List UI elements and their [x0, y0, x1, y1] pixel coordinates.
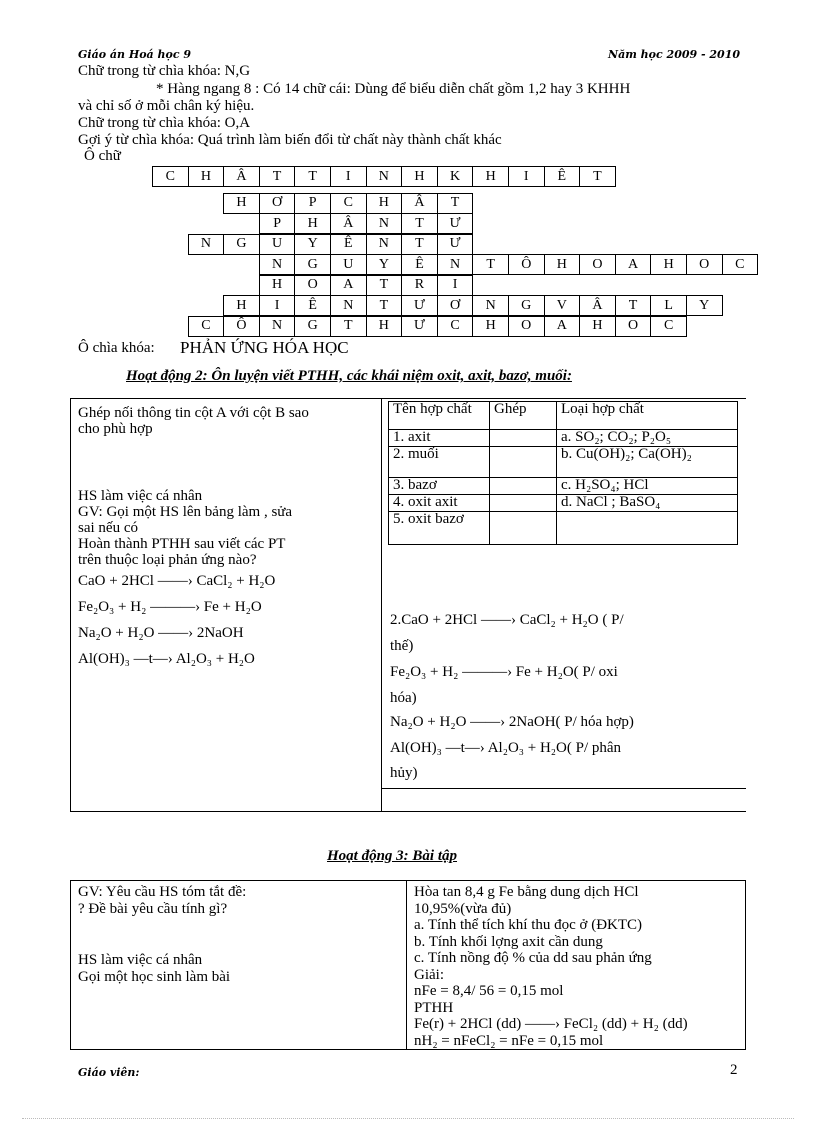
crossword-cell: Ê: [330, 234, 366, 254]
a2-left-6: Hoàn thành PTHH sau viết các PT: [78, 536, 286, 552]
match-header-type: Loại hợp chất: [557, 402, 738, 430]
match-row: [389, 512, 738, 545]
a2-eq-2: Fe₂O₃ + H₂ ———› Fe + H₂O: [78, 599, 262, 615]
crossword-cell: N: [330, 296, 366, 316]
match-cell: d. NaCl ; BaSO₄: [557, 495, 738, 512]
crossword-cell: K: [437, 167, 473, 187]
intro-line-6: Ô chữ: [84, 148, 121, 164]
crossword-row: [188, 316, 687, 337]
crossword-row: [152, 166, 616, 187]
crossword-cell: H: [259, 275, 295, 295]
activity2-title: Hoạt động 2: Ôn luyện viết PTHH, các khái niệm oxit, axit, bazơ, muối:: [126, 368, 572, 384]
crossword-row: [223, 193, 473, 214]
crossword-cell: T: [402, 214, 438, 234]
crossword-cell: T: [259, 167, 295, 187]
crossword-cell: I: [259, 296, 295, 316]
key-label: Ô chìa khóa:: [78, 340, 155, 356]
crossword-cell: H: [544, 255, 580, 275]
a2-answer-4: hóa): [390, 690, 417, 706]
crossword-cell: N: [259, 255, 295, 275]
match-cell: [490, 430, 557, 447]
a2-left-3: HS làm việc cá nhân: [78, 488, 203, 504]
crossword-cell: Y: [686, 296, 722, 316]
crossword-cell: Y: [366, 255, 402, 275]
crossword-cell: T: [330, 316, 366, 336]
crossword-cell: Ơ: [437, 296, 473, 316]
intro-line-3: và chỉ số ở mỗi chân ký hiệu.: [78, 98, 255, 114]
crossword-cell: Ê: [402, 255, 438, 275]
a2-left-1: Ghép nối thông tin cột A với cột B sao: [78, 405, 309, 421]
crossword-cell: G: [295, 316, 331, 336]
crossword-cell: H: [366, 193, 402, 213]
crossword-cell: T: [580, 167, 616, 187]
crossword-cell: H: [580, 316, 616, 336]
crossword-cell: O: [686, 255, 722, 275]
match-row: [389, 478, 738, 495]
crossword-cell: A: [544, 316, 580, 336]
crossword-cell: I: [508, 167, 544, 187]
crossword-cell: H: [224, 296, 260, 316]
crossword-cell: A: [615, 255, 651, 275]
match-cell: a. SO₂; CO₂; P₂O₅: [557, 430, 738, 447]
crossword-cell: Ư: [437, 214, 473, 234]
a3-right-line: nH₂ = nFeCl₂ = nFe = 0,15 mol: [414, 1032, 604, 1049]
a3-right-line: Hòa tan 8,4 g Fe bằng dung dịch HCl: [414, 884, 639, 900]
crossword-cell: N: [366, 214, 402, 234]
a3-left-3: HS làm việc cá nhân: [78, 952, 203, 968]
crossword-cell: Ơ: [259, 193, 295, 213]
crossword-cell: C: [651, 316, 687, 336]
crossword-cell: Â: [330, 214, 366, 234]
crossword-cell: H: [295, 214, 331, 234]
crossword-cell: N: [259, 316, 295, 336]
a2-left-4: GV: Gọi một HS lên bảng làm , sửa: [78, 504, 293, 520]
crossword-cell: O: [508, 316, 544, 336]
crossword-cell: U: [259, 234, 295, 254]
crossword-cell: V: [544, 296, 580, 316]
a3-right-line: nFe = 8,4/ 56 = 0,15 mol: [414, 983, 564, 999]
crossword-cell: I: [437, 275, 473, 295]
crossword-cell: P: [295, 193, 331, 213]
match-header-name: Tên hợp chất: [389, 402, 490, 430]
a2-answer-5: Na₂O + H₂O ——› 2NaOH( P/ hóa hợp): [390, 714, 634, 730]
match-cell: [490, 447, 557, 478]
crossword-cell: Ô: [224, 316, 260, 336]
crossword-cell: Y: [295, 234, 331, 254]
crossword-cell: Ư: [437, 234, 473, 254]
a3-right-line: c. Tính nồng độ % của dd sau phản ứng: [414, 950, 652, 966]
crossword-cell: H: [402, 167, 438, 187]
intro-line-4: Chữ trong từ chìa khóa: O,A: [78, 115, 251, 131]
crossword-cell: H: [188, 167, 224, 187]
crossword-cell: Â: [580, 296, 616, 316]
key-answer: PHẢN ỨNG HÓA HỌC: [180, 338, 349, 357]
crossword-cell: Ô: [508, 255, 544, 275]
a2-answer-6: Al(OH)₃ —t—› Al₂O₃ + H₂O( P/ phân: [390, 740, 622, 756]
crossword-cell: C: [437, 316, 473, 336]
crossword-cell: T: [402, 234, 438, 254]
a2-eq-3: Na₂O + H₂O ——› 2NaOH: [78, 625, 244, 641]
page-number: 2: [730, 1062, 738, 1078]
activity3-title: Hoạt động 3: Bài tập: [327, 848, 458, 864]
crossword-cell: T: [473, 255, 509, 275]
crossword-cell: C: [722, 255, 758, 275]
intro-line-2: * Hàng ngang 8 : Có 14 chữ cái: Dùng để biểu diễn chất gồm 1,2 hay 3 KHHH: [156, 81, 631, 97]
crossword-cell: N: [366, 234, 402, 254]
crossword-cell: Ư: [402, 316, 438, 336]
crossword-cell: I: [330, 167, 366, 187]
crossword-cell: R: [402, 275, 438, 295]
crossword-cell: O: [295, 275, 331, 295]
a3-right-line: Fe(r) + 2HCl (dd) ——› FeCl₂ (dd) + H₂ (dd): [414, 1016, 688, 1032]
a2-answer-7: hủy): [390, 765, 418, 781]
crossword-row: [223, 295, 722, 316]
match-row: [389, 447, 738, 478]
a2-answer-3: Fe₂O₃ + H₂ ———› Fe + H₂O( P/ oxi: [390, 664, 618, 680]
a3-right-line: b. Tính khối lợng axit cần dung: [414, 933, 603, 950]
a2-answer-2: thế): [390, 638, 414, 654]
crossword-cell: G: [295, 255, 331, 275]
crossword-cell: Â: [402, 193, 438, 213]
a3-left-2: ? Đề bài yêu cầu tính gì?: [78, 901, 228, 917]
match-cell: 4. oxit axit: [389, 495, 490, 512]
crossword-cell: C: [330, 193, 366, 213]
crossword-cell: H: [224, 193, 260, 213]
match-cell: [490, 478, 557, 495]
a3-right-line: a. Tính thể tích khí thu đọc ở (ĐKTC): [414, 917, 643, 933]
crossword-cell: Â: [224, 167, 260, 187]
a2-eq-4: Al(OH)₃ —t—› Al₂O₃ + H₂O: [78, 651, 255, 667]
a2-left-7: trên thuộc loại phản ứng nào?: [78, 552, 257, 568]
a3-left-1: GV: Yêu cầu HS tóm tắt đề:: [78, 884, 247, 900]
crossword-cell: N: [437, 255, 473, 275]
crossword-cell: C: [153, 167, 189, 187]
match-cell: b. Cu(OH)₂; Ca(OH)₂: [557, 447, 738, 478]
crossword-cell: N: [188, 234, 224, 254]
crossword-row: [188, 234, 474, 255]
crossword-cell: A: [330, 275, 366, 295]
match-cell: [490, 495, 557, 512]
header-left: Giáo án Hoá học 9: [78, 48, 192, 61]
intro-line-5: Gợi ý từ chìa khóa: Quá trình làm biến đổi từ chất này thành chất khác: [78, 132, 502, 148]
a2-left-2: cho phù hợp: [78, 421, 153, 437]
a3-left-4: Gọi một học sinh làm bài: [78, 969, 231, 985]
crossword-cell: C: [188, 316, 224, 336]
match-row: [389, 430, 738, 447]
crossword-cell: H: [651, 255, 687, 275]
crossword-cell: L: [651, 296, 687, 316]
crossword-cell: T: [366, 275, 402, 295]
crossword-row: [259, 254, 758, 275]
crossword-row: [259, 275, 474, 296]
match-cell: c. H₂SO₄; HCl: [557, 478, 738, 495]
crossword-cell: G: [224, 234, 260, 254]
crossword-cell: Ê: [544, 167, 580, 187]
match-header-pair: Ghép: [490, 402, 557, 430]
match-cell: 3. bazơ: [389, 478, 490, 495]
crossword-cell: P: [259, 214, 295, 234]
crossword-cell: Ư: [402, 296, 438, 316]
crossword-cell: H: [473, 167, 509, 187]
footer-left: Giáo viên:: [78, 1066, 140, 1079]
crossword-cell: Ê: [295, 296, 331, 316]
crossword-cell: T: [437, 193, 473, 213]
crossword-cell: U: [330, 255, 366, 275]
crossword-cell: N: [473, 296, 509, 316]
match-cell: 5. oxit bazơ: [389, 512, 490, 545]
crossword-cell: T: [615, 296, 651, 316]
crossword-cell: N: [366, 167, 402, 187]
crossword-cell: O: [580, 255, 616, 275]
match-cell: 2. muối: [389, 447, 490, 478]
match-cell: [490, 512, 557, 545]
match-cell: [557, 512, 738, 545]
crossword-cell: T: [366, 296, 402, 316]
a2-eq-1: CaO + 2HCl ——› CaCl₂ + H₂O: [78, 573, 276, 589]
a2-left-5: sai nếu có: [78, 520, 138, 536]
intro-line-1: Chữ trong từ chìa khóa: N,G: [78, 63, 251, 79]
a3-right-line: 10,95%(vừa đủ): [414, 900, 512, 917]
header-right: Năm học 2009 - 2010: [608, 48, 740, 61]
crossword-cell: O: [615, 316, 651, 336]
crossword-row: [259, 213, 474, 234]
a3-right-line: Giải:: [414, 966, 444, 983]
crossword-cell: G: [508, 296, 544, 316]
crossword-cell: H: [473, 316, 509, 336]
match-cell: 1. axit: [389, 430, 490, 447]
match-table: [388, 401, 738, 545]
a3-right-line: PTHH: [414, 999, 454, 1016]
a2-answer-1: 2.CaO + 2HCl ——› CaCl₂ + H₂O ( P/: [390, 612, 624, 628]
match-row: [389, 495, 738, 512]
crossword-cell: T: [295, 167, 331, 187]
crossword-cell: H: [366, 316, 402, 336]
